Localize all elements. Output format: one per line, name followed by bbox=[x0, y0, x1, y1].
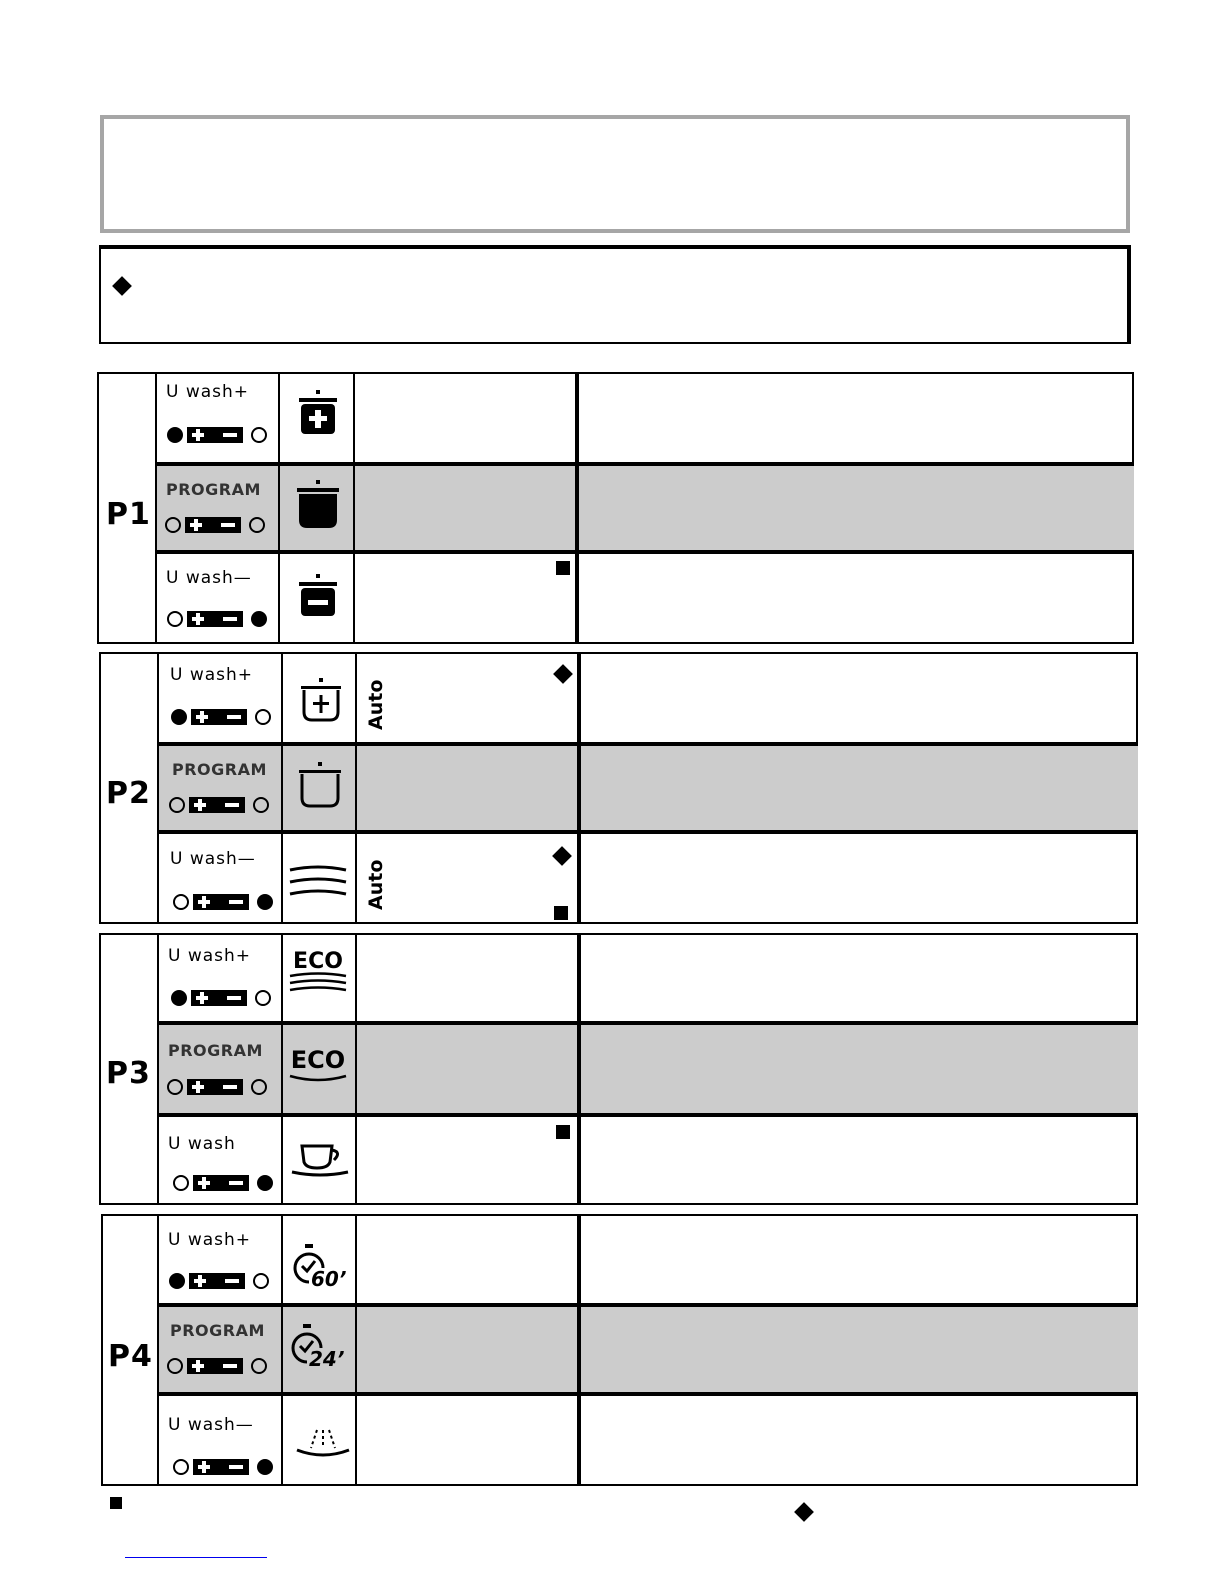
auto-label: Auto bbox=[365, 859, 387, 910]
uwash-plus-label: U wash+ bbox=[168, 1230, 252, 1250]
divider bbox=[281, 652, 283, 924]
eco-waves-icon bbox=[286, 946, 350, 996]
indicator-right-on-icon bbox=[166, 608, 270, 630]
square-marker-icon bbox=[556, 561, 570, 575]
program-label: PROGRAM bbox=[168, 1041, 263, 1060]
indicator-left-on-icon bbox=[170, 706, 274, 728]
divider bbox=[355, 933, 357, 1205]
divider bbox=[281, 933, 283, 1205]
divider bbox=[577, 1214, 581, 1486]
divider bbox=[577, 933, 581, 1205]
indicator-none-icon bbox=[164, 514, 268, 536]
indicator-right-on-icon bbox=[172, 1456, 276, 1478]
indicator-left-on-icon bbox=[166, 424, 270, 446]
pot-minus-icon bbox=[295, 572, 341, 620]
indicator-none-icon bbox=[166, 1355, 270, 1377]
uwash-plus-label: U wash+ bbox=[168, 946, 252, 966]
note-box bbox=[100, 115, 1130, 233]
divider bbox=[577, 652, 581, 924]
program-label-p4: P4 bbox=[108, 1339, 153, 1374]
pot-plus-outline-icon bbox=[297, 676, 345, 724]
rinse-spray-icon bbox=[295, 1424, 351, 1464]
divider bbox=[278, 372, 280, 644]
square-marker-icon bbox=[554, 906, 568, 920]
divider bbox=[355, 1214, 357, 1486]
timer-24-icon bbox=[283, 1322, 353, 1372]
eco-text: ECO bbox=[293, 949, 343, 974]
timer-60-text: 60’ bbox=[311, 1267, 347, 1291]
uwash-minus-label: U wash— bbox=[170, 849, 256, 869]
eco-icon bbox=[286, 1042, 350, 1086]
indicator-none-icon bbox=[168, 794, 272, 816]
wavy-lines-icon bbox=[288, 862, 348, 906]
uwash-label: U wash bbox=[168, 1134, 236, 1154]
divider bbox=[355, 652, 357, 924]
program-label: PROGRAM bbox=[166, 480, 261, 499]
indicator-right-on-icon bbox=[172, 891, 276, 913]
pot-plus-icon bbox=[295, 388, 341, 440]
warning-box bbox=[99, 245, 1131, 344]
link-underline[interactable] bbox=[125, 1557, 267, 1558]
program-label-p3: P3 bbox=[106, 1056, 151, 1091]
divider bbox=[575, 372, 579, 644]
diamond-marker-icon bbox=[112, 276, 132, 296]
uwash-plus-label: U wash+ bbox=[166, 382, 250, 402]
square-marker-icon bbox=[556, 1125, 570, 1139]
program-label: PROGRAM bbox=[172, 760, 267, 779]
indicator-right-on-icon bbox=[172, 1172, 276, 1194]
uwash-minus-label: U wash— bbox=[166, 568, 252, 588]
timer-24-text: 24’ bbox=[309, 1347, 345, 1371]
indicator-left-on-icon bbox=[170, 987, 274, 1009]
program-label: PROGRAM bbox=[170, 1321, 265, 1340]
indicator-left-on-icon bbox=[168, 1270, 272, 1292]
program-label-p1: P1 bbox=[106, 497, 151, 532]
timer-60-icon bbox=[287, 1242, 353, 1292]
cup-icon bbox=[290, 1140, 350, 1180]
auto-label: Auto bbox=[365, 679, 387, 730]
pot-outline-icon bbox=[295, 760, 345, 810]
program-label-p2: P2 bbox=[106, 776, 151, 811]
eco-text: ECO bbox=[290, 1046, 346, 1074]
square-marker-icon bbox=[110, 1497, 122, 1509]
divider bbox=[353, 372, 355, 644]
indicator-none-icon bbox=[166, 1076, 270, 1098]
uwash-minus-label: U wash— bbox=[168, 1415, 254, 1435]
diamond-marker-icon bbox=[794, 1502, 814, 1522]
uwash-plus-label: U wash+ bbox=[170, 665, 254, 685]
pot-filled-icon bbox=[293, 478, 343, 532]
